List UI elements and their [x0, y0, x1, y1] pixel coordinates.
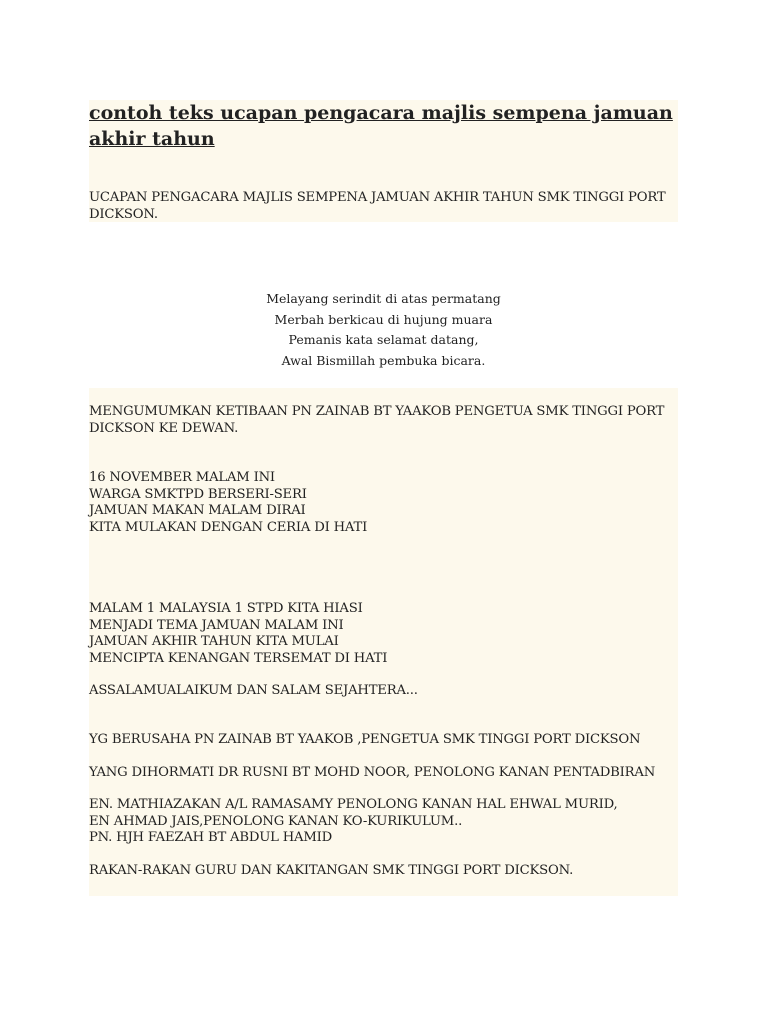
address-line: YANG DIHORMATI DR RUSNI BT MOHD NOOR, PENOLONG KANAN PENTADBIRAN: [89, 765, 656, 780]
verse-two: [89, 601, 678, 667]
address-line: YG BERUSAHA PN ZAINAB BT YAAKOB ,PENGETUA SMK TINGGI PORT DICKSON: [89, 732, 641, 747]
verse-line: 16 NOVEMBER MALAM INI: [89, 470, 275, 485]
intro-paragraph: UCAPAN PENGACARA MAJLIS SEMPENA JAMUAN AKHIR TAHUN SMK TINGGI PORT DICKSON.: [89, 190, 666, 222]
verse-line: MENCIPTA KENANGAN TERSEMAT DI HATI: [89, 650, 388, 666]
poem-line: Pemanis kata selamat datang,: [288, 332, 479, 347]
announcement-paragraph: MENGUMUMKAN KETIBAAN PN ZAINAB BT YAAKOB PENGETUA SMK TINGGI PORT DICKSON KE DEWAN.: [89, 404, 665, 436]
poem-line: Merbah berkicau di hujung muara: [274, 311, 493, 327]
address-line: PN. HJH FAEZAH BT ABDUL HAMID: [89, 830, 333, 845]
greeting-line: ASSALAMUALAIKUM DAN SALAM SEJAHTERA...: [89, 683, 418, 698]
poem-line: Awal Bismillah pembuka bicara.: [281, 352, 486, 368]
verse-line: JAMUAN AKHIR TAHUN KITA MULAI: [89, 634, 339, 649]
address-line: EN AHMAD JAIS,PENOLONG KANAN KO-KURIKULUM..: [89, 813, 463, 829]
pantun-verse: [89, 289, 678, 371]
verse-line: JAMUAN MAKAN MALAM DIRAI: [89, 503, 306, 518]
verse-line: MENJADI TEMA JAMUAN MALAM INI: [89, 617, 344, 633]
address-line: EN. MATHIAZAKAN A/L RAMASAMY PENOLONG KANAN HAL EHWAL MURID,: [89, 797, 618, 812]
poem-line: Melayang serindit di atas permatang: [266, 291, 501, 306]
address-group: [89, 797, 678, 847]
verse-line: WARGA SMKTPD BERSERI-SERI: [89, 486, 307, 502]
verse-line: KITA MULAKAN DENGAN CERIA DI HATI: [89, 519, 368, 535]
document-title: contoh teks ucapan pengacara majlis sempena jamuan akhir tahun: [89, 102, 673, 150]
address-line: RAKAN-RAKAN GURU DAN KAKITANGAN SMK TINGGI PORT DICKSON.: [89, 863, 574, 878]
verse-one: [89, 470, 678, 536]
verse-line: MALAM 1 MALAYSIA 1 STPD KITA HIASI: [89, 601, 363, 616]
